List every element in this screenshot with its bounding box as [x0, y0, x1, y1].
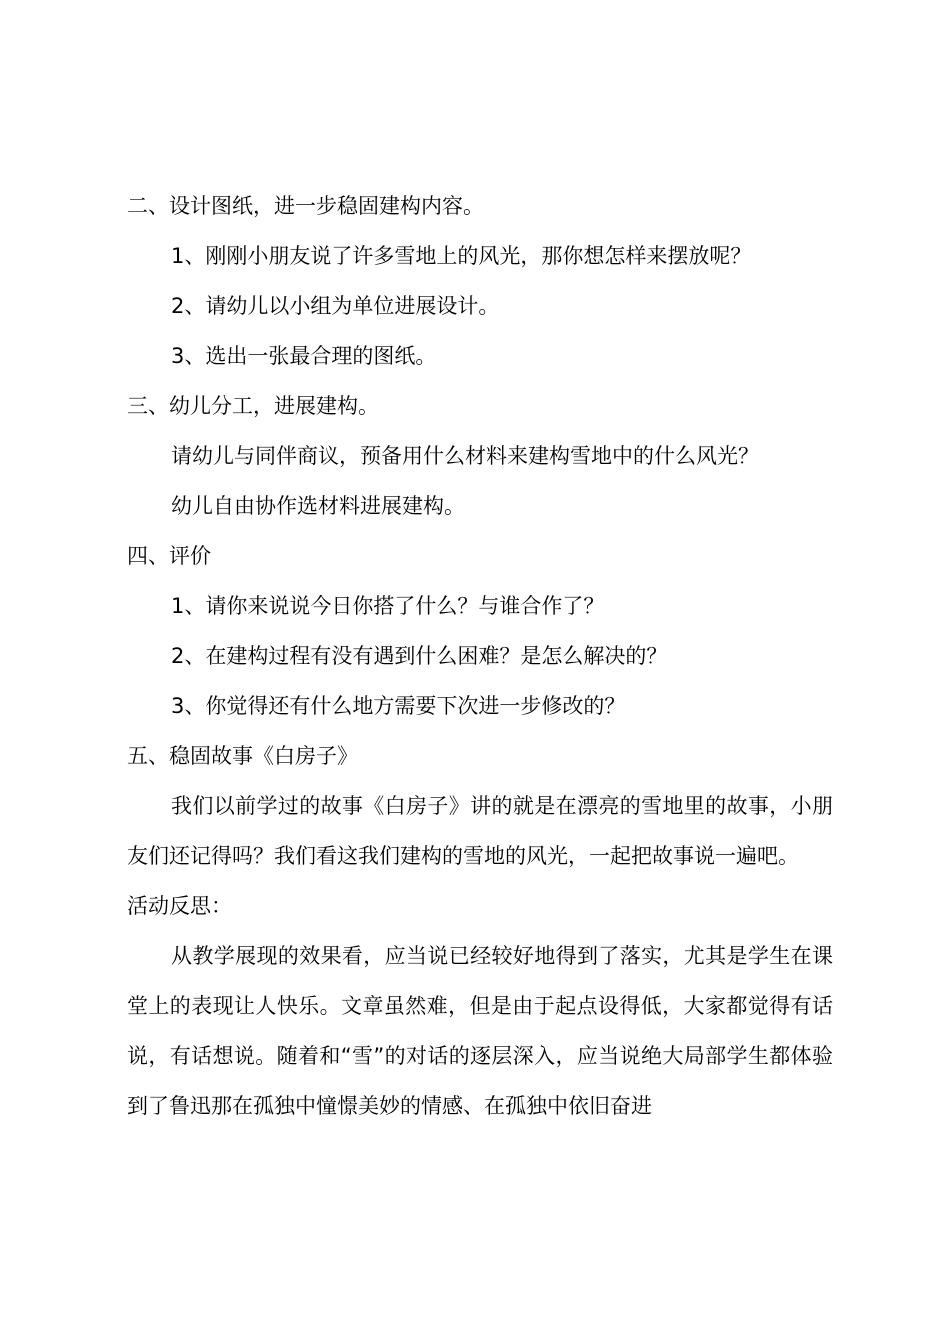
list-item: 请幼儿与同伴商议，预备用什么材料来建构雪地中的什么风光？	[171, 444, 759, 468]
list-item: 1、请你来说说今日你搭了什么？与谁合作了？	[171, 594, 605, 618]
list-item: 2、在建构过程有没有遇到什么困难？是怎么解决的？	[171, 644, 668, 668]
story-paragraph: 我们以前学过的故事《白房子》讲的就是在漂亮的雪地里的故事，小朋友们还记得吗？我们看这我们建构的雪地的风光，一起把故事说一遍吧。	[127, 794, 833, 868]
section-heading-design: 二、设计图纸，进一步稳固建构内容。	[127, 194, 484, 218]
section-heading-reflection: 活动反思：	[127, 894, 232, 918]
list-item: 3、选出一张最合理的图纸。	[171, 344, 437, 368]
list-item: 3、你觉得还有什么地方需要下次进一步修改的？	[171, 694, 626, 718]
document-page	[127, 181, 833, 1131]
section-heading-story: 五、稳固故事《白房子》	[127, 744, 358, 768]
list-item: 1、刚刚小朋友说了许多雪地上的风光，那你想怎样来摆放呢？	[171, 244, 752, 268]
section-heading-evaluation: 四、评价	[127, 544, 211, 568]
list-item: 幼儿自由协作选材料进展建构。	[171, 494, 465, 518]
section-heading-division: 三、幼儿分工，进展建构。	[127, 394, 379, 418]
list-item: 2、请幼儿以小组为单位进展设计。	[171, 294, 500, 318]
reflection-paragraph: 从教学展现的效果看，应当说已经较好地得到了落实，尤其是学生在课堂上的表现让人快乐。文章虽然难，但是由于起点设得低，大家都觉得有话说，有话想说。随着和“雪”的对话的逐层深入，应当说绝大局部学生都体验到了鲁迅那在孤独中憧憬美妙的情感、在孤独中依旧奋进	[127, 944, 833, 1118]
